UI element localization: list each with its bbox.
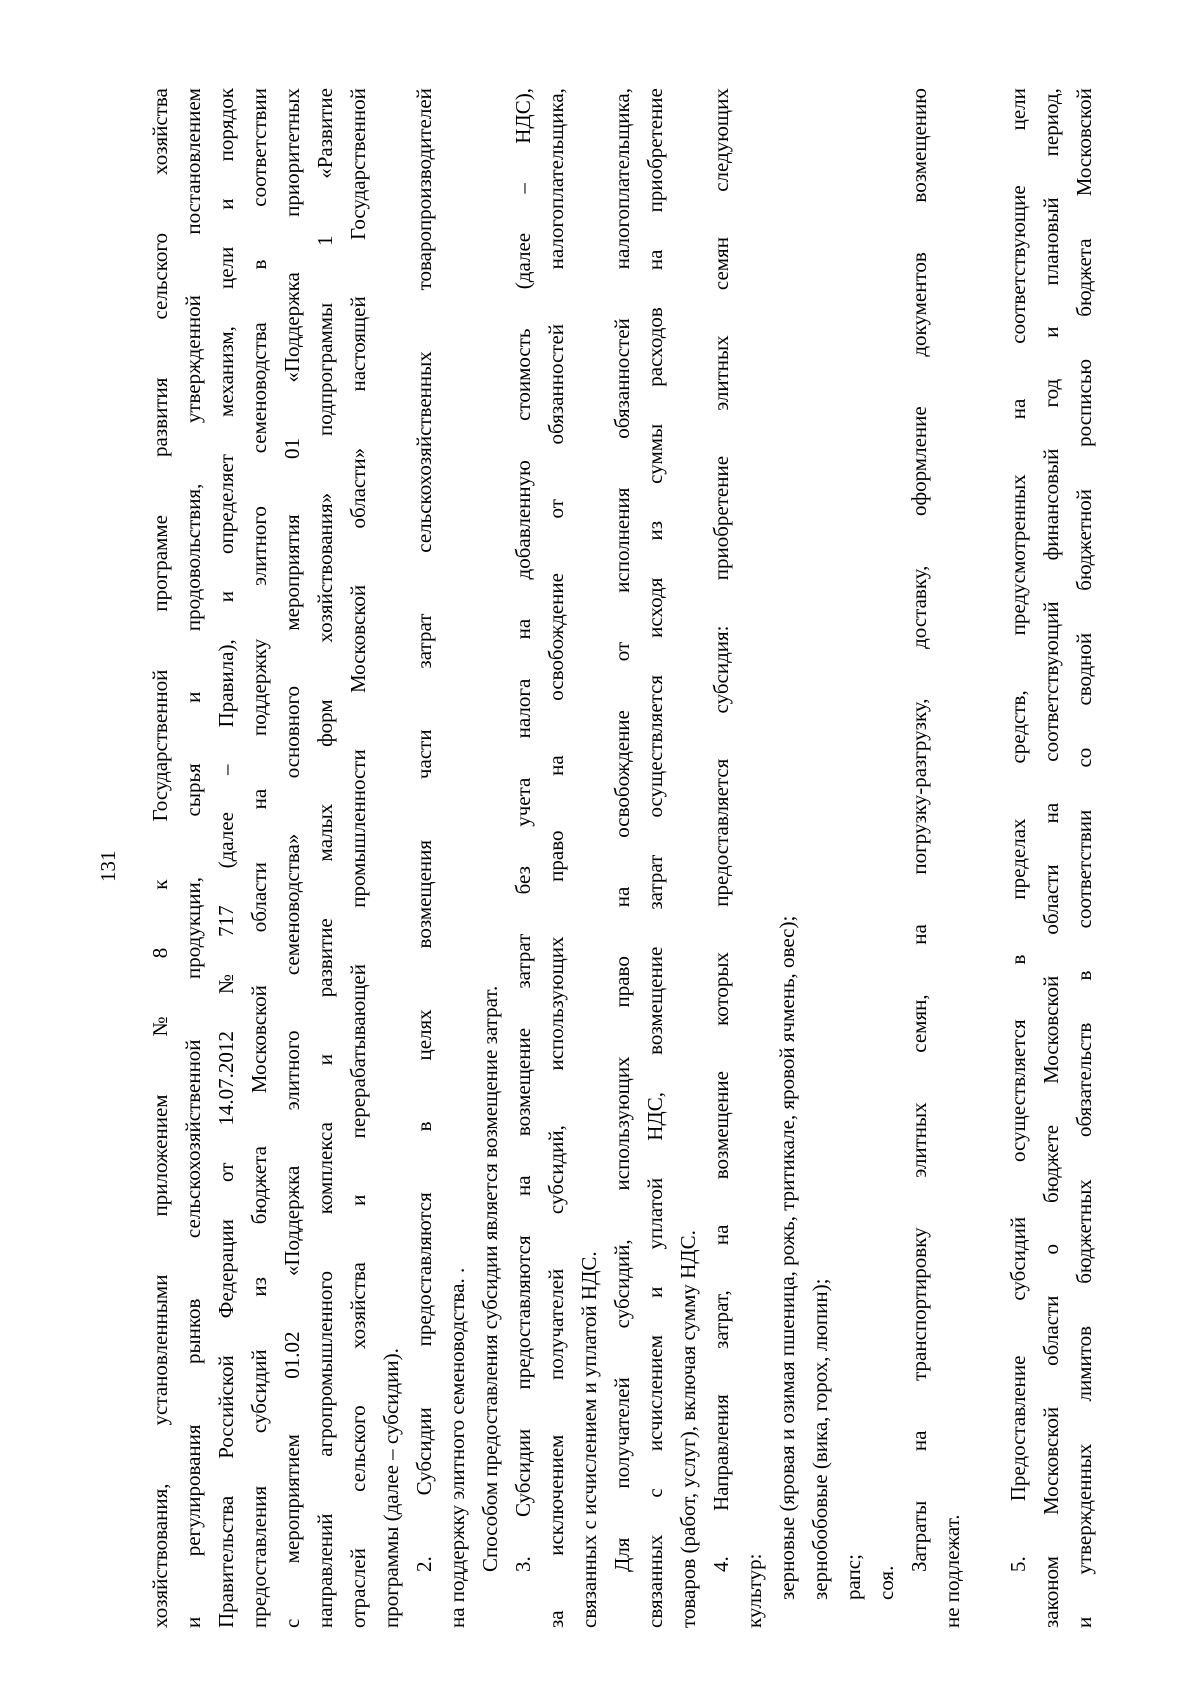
page-number: 131 (96, 850, 120, 882)
text-line: с мероприятием 01.02 «Поддержка элитного семеноводства» основного мероприятия 01 «Поддержка приоритетных (280, 88, 304, 1628)
text-line: 2. Субсидии предоставляются в целях возмещения части затрат сельскохозяйственных товаропроизводителей (412, 88, 436, 1572)
text-line: Затраты на транспортировку элитных семян, на погрузку-разгрузку, доставку, оформление документов возмещению (907, 88, 931, 1572)
text-line: предоставления субсидий из бюджета Московской области на поддержку элитного семеноводства в соответствии (247, 88, 271, 1628)
text-line: Для получателей субсидий, использующих право на освобождение от исполнения обязанностей налогоплательщика, (610, 88, 634, 1572)
text-line: программы (далее – субсидии). (379, 1348, 403, 1628)
text-line: связанных с исчислением и уплатой НДС. (577, 1251, 601, 1628)
text-line: Правительства Российской Федерации от 14.07.2012 № 717 (далее – Правила), и определяет механизм, цели и порядок (214, 88, 238, 1628)
text-line: на поддержку элитного семеноводства. . (445, 1267, 469, 1628)
text-line: 3. Субсидии предоставляются на возмещение затрат без учета налога на добавленную стоимость (далее – НДС), (511, 88, 535, 1572)
text-line: хозяйствования, установленными приложением № 8 к Государственной программе развития сельского хозяйства (148, 88, 172, 1628)
text-line: отраслей сельского хозяйства и перерабатывающей промышленности Московской области» настоящей Государственной (346, 88, 370, 1628)
text-line: 4. Направления затрат, на возмещение которых предоставляется субсидия: приобретение элитных семян следующих (709, 88, 733, 1572)
text-line: и регулирования рынков сельскохозяйственной продукции, сырья и продовольствия, утвержденной постановлением (181, 88, 205, 1628)
text-line: зерновые (яровая и озимая пшеница, рожь, тритикале, яровой ячмень, овес); (775, 915, 799, 1600)
text-line: культур: (742, 1553, 766, 1628)
text-line: 5. Предоставление субсидий осуществляется в пределах средств, предусмотренных на соответствующие цели (1006, 88, 1030, 1572)
text-line: и утвержденных лимитов бюджетных обязательств в соответствии со сводной бюджетной росписью бюджета Московской (1072, 88, 1096, 1628)
text-line: законом Московской области о бюджете Московской области на соответствующий финансовый год и плановый период, (1039, 88, 1063, 1628)
text-line: рапс; (841, 1554, 865, 1600)
text-line: соя. (874, 1565, 898, 1600)
text-line: не подлежат. (940, 1514, 964, 1628)
text-line: зернобобовые (вика, горох, люпин); (808, 1278, 832, 1600)
text-line: за исключением получателей субсидий, использующих право на освобождение от обязанностей налогоплательщика, (544, 88, 568, 1628)
text-line: товаров (работ, услуг), включая сумму НДС. (676, 1230, 700, 1628)
text-line: Способом предоставления субсидии является возмещение затрат. (478, 985, 502, 1572)
text-line: связанных с исчислением и уплатой НДС, возмещение затрат осуществляется исходя из суммы расходов на приобретение (643, 88, 667, 1628)
text-line: направлений агропромышленного комплекса и развитие малых форм хозяйствования» подпрограммы 1 «Развитие (313, 88, 337, 1628)
